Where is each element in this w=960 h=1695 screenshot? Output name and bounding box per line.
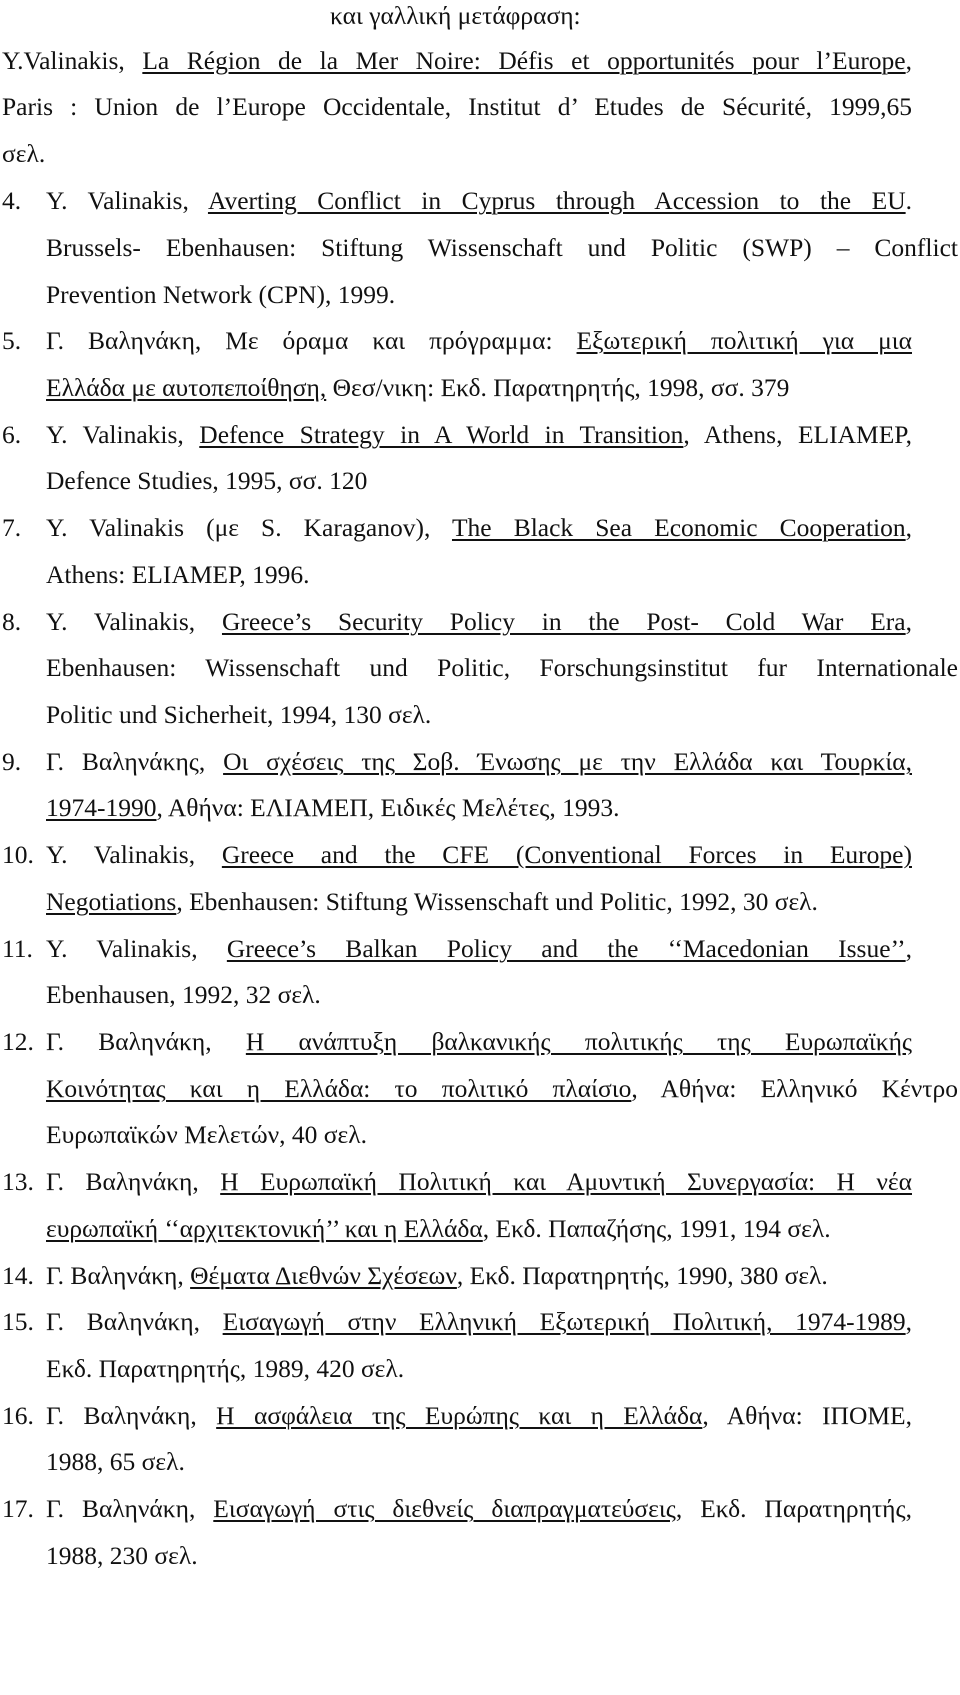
entry-16-title: Η ασφάλεια της Ευρώπης και η Ελλάδα — [216, 1401, 703, 1430]
entry-16-line-2: 1988, 65 σελ. — [46, 1447, 185, 1476]
entry-12-line-3: Ευρωπαϊκών Μελετών, 40 σελ. — [46, 1120, 367, 1149]
entry-13-title-cont: ευρωπαϊκή ‘‘αρχιτεκτονική’’ και η Ελλάδα — [46, 1214, 483, 1243]
entry-9-title: Οι σχέσεις της Σοβ. Ένωσης με την Ελλάδα και Τουρκία, — [223, 747, 912, 776]
entry-7-line-1: 7. Y. Valinakis (με S. Karaganov), The Black Sea Economic Cooperation, — [2, 513, 913, 542]
entry-5-line-2: Ελλάδα με αυτοπεποίθηση, Θεσ/νικη: Εκδ. Παρατηρητής, 1998, σσ. 379 — [46, 373, 790, 402]
intro-citation-line-3: σελ. — [2, 139, 46, 168]
entry-4-line-1: 4. Y. Valinakis, Averting Conflict in Cyprus through Accession to the EU. — [2, 186, 912, 215]
citation-title: La Région de la Mer Noire: Défis et opportunités pour l’Europe — [142, 46, 906, 75]
entry-4-line-2: Brussels- Ebenhausen: Stiftung Wissenschaft und Politic (SWP) – Conflict — [46, 233, 958, 262]
entry-17-title: Εισαγωγή στις διεθνείς διαπραγματεύσεις — [213, 1494, 676, 1523]
entry-10-line-2: Negotiations, Ebenhausen: Stiftung Wissenschaft und Politic, 1992, 30 σελ. — [46, 887, 818, 916]
entry-7-line-2: Athens: ELIAMEP, 1996. — [46, 560, 310, 589]
entry-9-title-cont: 1974-1990 — [46, 793, 157, 822]
entry-8-title: Greece’s Security Policy in the Post- Cold War Era — [221, 607, 906, 636]
entry-10-title: Greece and the CFE (Conventional Forces in Europe) — [221, 840, 912, 869]
entry-8-line-3: Politic und Sicherheit, 1994, 130 σελ. — [46, 700, 432, 729]
entry-17-line-2: 1988, 230 σελ. — [46, 1541, 198, 1570]
entry-11-line-2: Ebenhausen, 1992, 32 σελ. — [46, 980, 321, 1009]
entry-15-title: Εισαγωγή στην Ελληνική Εξωτερική Πολιτική, 1974-1989 — [222, 1307, 906, 1336]
entry-13-title: Η Ευρωπαϊκή Πολιτική και Αμυντική Συνεργασία: Η νέα — [220, 1167, 912, 1196]
entry-12-title: Η ανάπτυξη βαλκανικής πολιτικής της Ευρωπαϊκής — [245, 1027, 912, 1056]
entry-13-line-1: 13. Γ. Βαληνάκη, Η Ευρωπαϊκή Πολιτική και Αμυντική Συνεργασία: Η νέα — [2, 1167, 912, 1196]
entry-4-line-3: Prevention Network (CPN), 1999. — [46, 280, 396, 309]
entry-6-line-1: 6. Y. Valinakis, Defence Strategy in A World in Transition, Athens, ELIAMEP, — [2, 420, 912, 449]
entry-8-line-1: 8. Y. Valinakis, Greece’s Security Policy in the Post- Cold War Era, — [2, 607, 912, 636]
entry-7-title: The Black Sea Economic Cooperation — [451, 513, 906, 542]
entry-12-line-2: Κοινότητας και η Ελλάδα: το πολιτικό πλαίσιο, Αθήνα: Ελληνικό Κέντρο — [46, 1074, 958, 1103]
entry-13-line-2: ευρωπαϊκή ‘‘αρχιτεκτονική’’ και η Ελλάδα, Εκδ. Παπαζήσης, 1991, 194 σελ. — [46, 1214, 831, 1243]
entry-10-line-1: 10. Y. Valinakis, Greece and the CFE (Conventional Forces in Europe) — [2, 840, 912, 869]
intro-citation-line-2: Paris : Union de l’Europe Occidentale, Institut d’ Etudes de Sécurité, 1999,65 — [2, 92, 912, 121]
entry-12-title-cont: Κοινότητας και η Ελλάδα: το πολιτικό πλαίσιο — [46, 1074, 632, 1103]
entry-15-line-2: Εκδ. Παρατηρητής, 1989, 420 σελ. — [46, 1354, 405, 1383]
entry-14-line-1: 14. Γ. Βαληνάκη, Θέματα Διεθνών Σχέσεων, Εκδ. Παρατηρητής, 1990, 380 σελ. — [2, 1261, 828, 1290]
entry-6-line-2: Defence Studies, 1995, σσ. 120 — [46, 466, 368, 495]
entry-11-title: Greece’s Balkan Policy and the ‘‘Macedonian Issue’’ — [226, 934, 906, 963]
entry-10-title-cont: Negotiations — [46, 887, 177, 916]
entry-14-title: Θέματα Διεθνών Σχέσεων — [190, 1261, 457, 1290]
entry-5-title-cont: Ελλάδα με αυτοπεποίθηση, — [46, 373, 327, 402]
entry-5-line-1: 5. Γ. Βαληνάκη, Με όραμα και πρόγραμμα: Εξωτερική πολιτική για μια — [2, 326, 912, 355]
entry-12-line-1: 12. Γ. Βαληνάκη, Η ανάπτυξη βαλκανικής πολιτικής της Ευρωπαϊκής — [2, 1027, 912, 1056]
entry-9-line-1: 9. Γ. Βαληνάκης, Οι σχέσεις της Σοβ. Ένωσης με την Ελλάδα και Τουρκία, — [2, 747, 912, 776]
entry-4-title: Averting Conflict in Cyprus through Accession to the EU — [207, 186, 906, 215]
entry-16-line-1: 16. Γ. Βαληνάκη, Η ασφάλεια της Ευρώπης και η Ελλάδα, Αθήνα: ΙΠΟΜΕ, — [2, 1401, 913, 1430]
entry-8-line-2: Ebenhausen: Wissenschaft und Politic, Forschungsinstitut fur Internationale — [46, 653, 958, 682]
entry-17-line-1: 17. Γ. Βαληνάκη, Εισαγωγή στις διεθνείς διαπραγματεύσεις, Εκδ. Παρατηρητής, — [2, 1494, 912, 1523]
entry-9-line-2: 1974-1990, Αθήνα: ΕΛΙΑΜΕΠ, Ειδικές Μελέτες, 1993. — [46, 793, 620, 822]
entry-6-title: Defence Strategy in A World in Transition — [199, 420, 684, 449]
entry-11-line-1: 11. Y. Valinakis, Greece’s Balkan Policy and the ‘‘Macedonian Issue’’, — [2, 934, 912, 963]
intro-heading: και γαλλική μετάφραση: — [330, 1, 581, 30]
intro-citation-line-1: Y.Valinakis, La Région de la Mer Noire: Défis et opportunités pour l’Europe, — [2, 46, 913, 75]
entry-5-title: Εξωτερική πολιτική για μια — [576, 326, 912, 355]
entry-15-line-1: 15. Γ. Βαληνάκη, Εισαγωγή στην Ελληνική Εξωτερική Πολιτική, 1974-1989, — [2, 1307, 912, 1336]
